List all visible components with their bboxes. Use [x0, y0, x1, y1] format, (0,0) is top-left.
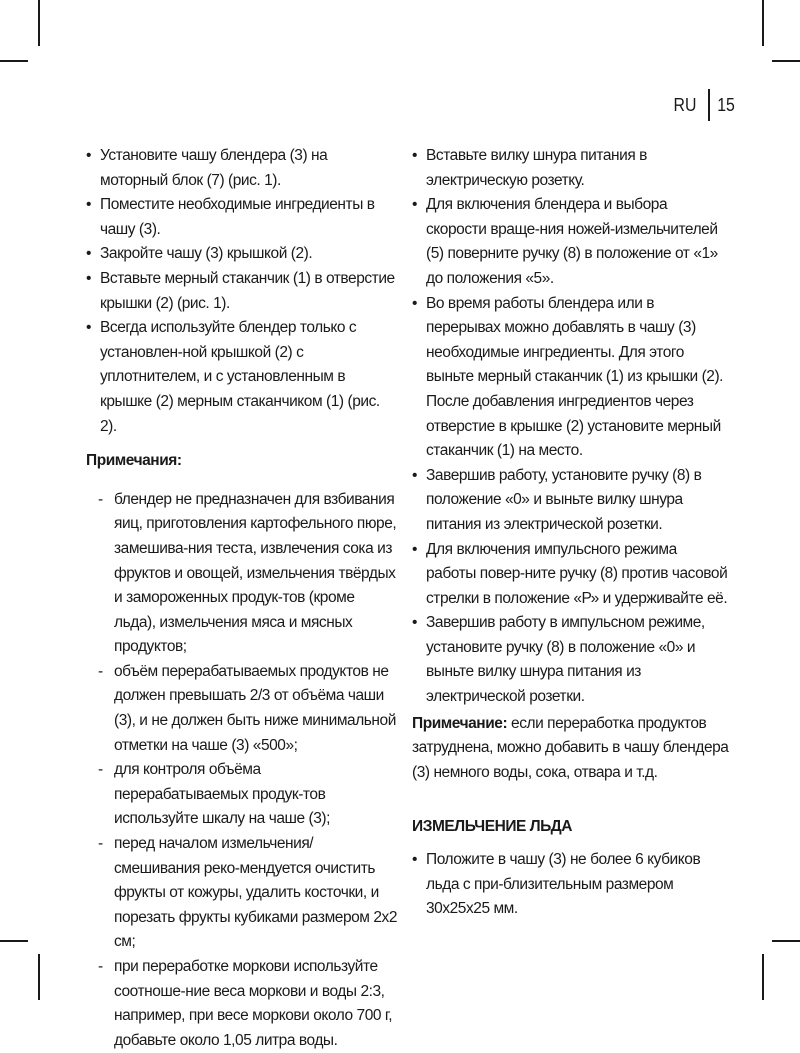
crop-mark — [772, 60, 800, 62]
crop-mark — [38, 954, 40, 1000]
list-item: • Завершив работу в импульсном режиме, установите ручку (8) в положение «0» и выньте вилку шнура питания из электрической розетки. — [412, 611, 730, 709]
crop-mark — [772, 940, 800, 942]
language-code: RU — [673, 94, 697, 115]
crop-mark — [0, 60, 28, 62]
list-item: • Закройте чашу (3) крышкой (2). — [86, 242, 398, 267]
list-item: - блендер не предназначен для взбивания яиц, приготовления картофельного пюре, замешива-ния теста, извлечения сока из фруктов и овощей, измельчения твёрдых и замороженных продук-тов (кроме льда), измельчения мяса и мясных продуктов; — [98, 488, 398, 660]
page-header — [672, 90, 736, 120]
crop-mark — [762, 954, 764, 1000]
list-item: • Для включения блендера и выбора скорости враще-ния ножей-измельчителей (5) поверните ручку (8) в положение от «1» до положения «5». — [412, 193, 730, 291]
list-item: • Установите чашу блендера (3) на моторный блок (7) (рис. 1). — [86, 144, 398, 193]
list-item: - объём перерабатываемых продуктов не должен превышать 2/3 от объёма чаши (3), и не должен быть ниже минимальной отметки на чаше (3) «500»; — [98, 660, 398, 758]
header-divider — [708, 89, 710, 121]
list-item: - для контроля объёма перерабатываемых продук-тов используйте шкалу на чаше (3); — [98, 758, 398, 832]
page-number: 15 — [717, 94, 735, 115]
notes-title: Примечания: — [86, 452, 182, 470]
section-heading: ИЗМЕЛЬЧЕНИЕ ЛЬДА — [412, 818, 573, 836]
list-item: • Положите в чашу (3) не более 6 кубиков льда с при-близительным размером 30х25х25 мм. — [412, 848, 730, 922]
list-item: • Во время работы блендера или в перерывах можно добавлять в чашу (3) необходимые ингредиенты. Для этого выньте мерный стаканчик (1) из крышки (2). После добавления ингредиентов через отверстие в крышке (2) установите мерный стаканчик (1) на место. — [412, 292, 730, 464]
list-item: - при переработке моркови используйте соотноше-ние веса моркови и воды 2:3, например, при весе моркови около 700 г, добавьте около 1,05 литра воды. — [98, 955, 398, 1053]
note-text: если переработка продуктов затруднена, можно добавить в чашу блендера (3) немного воды, сока, отвара и т.д. — [412, 714, 729, 781]
list-item: • Для включения импульсного режима работы повер-ните ручку (8) против часовой стрелки в положение «Р» и удерживайте её. — [412, 538, 730, 612]
list-item: • Поместите необходимые ингредиенты в чашу (3). — [86, 193, 398, 242]
list-item: • Вставьте вилку шнура питания в электрическую розетку. — [412, 144, 730, 193]
note-label: Примечание: — [412, 714, 508, 732]
instruction-list — [86, 144, 398, 439]
left-column — [86, 144, 398, 1053]
crop-mark — [762, 0, 764, 46]
right-column — [412, 144, 730, 922]
note-paragraph — [412, 712, 730, 786]
instruction-list — [412, 144, 730, 710]
ice-crushing-list — [412, 848, 730, 922]
list-item: • Всегда используйте блендер только с установлен-ной крышкой (2) с уплотнителем, и с установленным в крышке (2) мерным стаканчиком (1) (рис. 2). — [86, 316, 398, 439]
crop-mark — [0, 940, 28, 942]
list-item: • Завершив работу, установите ручку (8) в положение «0» и выньте вилку шнура питания из электрической розетки. — [412, 464, 730, 538]
list-item: - перед началом измельчения/смешивания реко-мендуется очистить фрукты от кожуры, удалить косточки, и порезать фрукты кубиками размером 2х2 см; — [98, 832, 398, 955]
notes-list — [86, 488, 398, 1053]
crop-mark — [38, 0, 40, 46]
list-item: • Вставьте мерный стаканчик (1) в отверстие крышки (2) (рис. 1). — [86, 267, 398, 316]
